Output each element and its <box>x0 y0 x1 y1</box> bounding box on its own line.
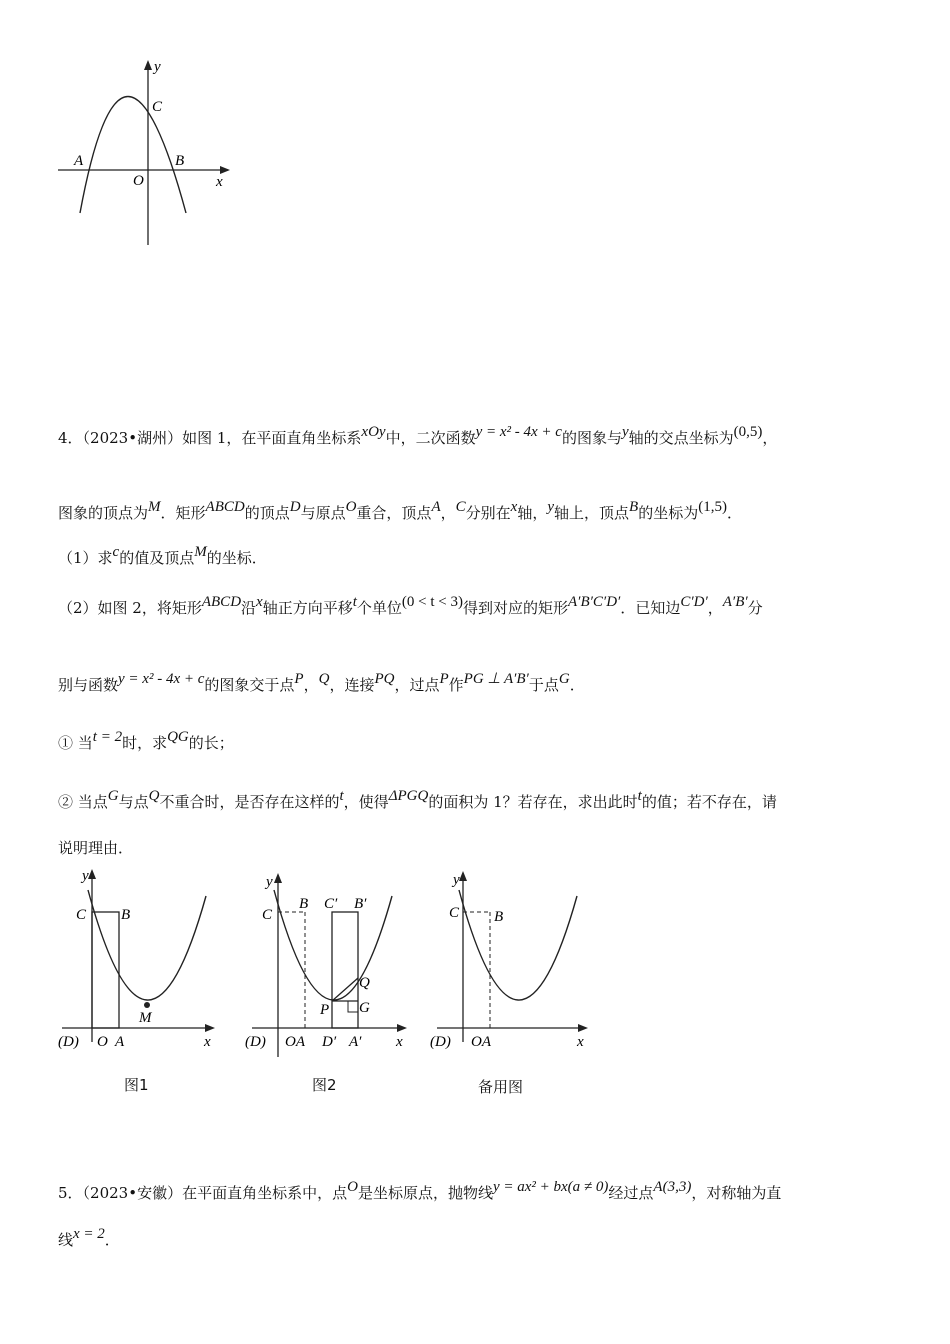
parabola-curve <box>88 890 206 1000</box>
text: 经过点 <box>608 1184 654 1202</box>
text: （1）求 <box>58 549 113 567</box>
math-O: O <box>347 1179 358 1195</box>
label-x: x <box>396 1034 403 1050</box>
text: 于点 <box>528 676 559 694</box>
math-eq: x = 2 <box>73 1226 105 1242</box>
text: ② 当点 <box>58 793 108 811</box>
text: 不重合时，是否存在这样的 <box>159 793 340 811</box>
figure-3-caption: 备用图 <box>478 1078 524 1096</box>
label-x: x <box>577 1034 584 1050</box>
text: 的图象与 <box>561 429 622 447</box>
math-ABCD: ABCD <box>205 499 245 515</box>
label-C-prime: C′ <box>324 896 338 912</box>
label-D: (D) <box>58 1034 79 1050</box>
q5-number: 5． <box>58 1184 83 1202</box>
q5-line-1 <box>58 1179 782 1204</box>
y-axis-arrow-icon <box>144 60 152 70</box>
math-point: (1,5) <box>698 499 727 515</box>
math-y: y <box>621 424 629 440</box>
math-AB: A′B′ <box>722 594 748 610</box>
text: ． <box>569 676 585 694</box>
text: 重合，顶点 <box>356 504 432 522</box>
label-Q: Q <box>359 975 370 991</box>
math-A: A <box>431 499 441 515</box>
label-y: y <box>453 872 460 888</box>
x-axis-arrow-icon <box>220 166 230 174</box>
figure-1-caption: 图1 <box>124 1076 149 1094</box>
text: 轴， <box>517 504 548 522</box>
top-parabola-figure <box>50 55 240 255</box>
text: 轴正方向平移 <box>262 599 353 617</box>
text: 与点 <box>118 793 149 811</box>
text: 得到对应的矩形 <box>463 599 569 617</box>
q4-line-1 <box>58 424 778 449</box>
figure-2-caption: 图2 <box>312 1076 337 1094</box>
label-G: G <box>359 1000 370 1016</box>
math-QG: QG <box>167 729 189 745</box>
math-G: G <box>558 671 570 687</box>
text: 轴上，顶点 <box>554 504 630 522</box>
q4-line-8 <box>58 838 133 858</box>
math-coord: xOy <box>361 424 386 440</box>
text: 分 <box>747 599 763 617</box>
text: 中，二次函数 <box>385 429 476 447</box>
math-Q: Q <box>318 671 330 687</box>
right-angle-mark <box>348 1001 358 1012</box>
text: 的值；若不存在，请 <box>641 793 777 811</box>
figure-1 <box>52 862 232 1062</box>
label-B: B <box>175 153 185 169</box>
math-PQ: PQ <box>374 671 395 687</box>
text: 的值及顶点 <box>119 549 195 567</box>
label-B-prime: B′ <box>354 896 367 912</box>
text: 个单位 <box>356 599 402 617</box>
math-M: M <box>148 499 161 515</box>
math-func: y = ax² + bx(a ≠ 0) <box>492 1179 609 1195</box>
x-axis-arrow-icon <box>397 1024 407 1032</box>
text: （2）如图 2，将矩形 <box>58 599 202 617</box>
math-triangle: ΔPGQ <box>388 788 429 804</box>
math-point: (0,5) <box>733 424 763 440</box>
text: ．矩形 <box>160 504 206 522</box>
math-B: B <box>629 499 639 515</box>
text: ，使得 <box>343 793 389 811</box>
label-D: (D) <box>430 1034 451 1050</box>
text: ，过点 <box>394 676 440 694</box>
y-axis-arrow-icon <box>274 873 282 883</box>
text: ． <box>104 1231 120 1249</box>
math-Q: Q <box>148 788 160 804</box>
label-A: A <box>74 153 84 169</box>
label-C: C <box>449 905 460 921</box>
q5-line-2 <box>58 1226 120 1251</box>
label-x: x <box>204 1034 211 1050</box>
text: 是坐标原点，抛物线 <box>357 1184 493 1202</box>
y-axis-arrow-icon <box>459 871 467 881</box>
text: ， <box>440 504 456 522</box>
text: 的长； <box>188 734 234 752</box>
label-D: (D) <box>245 1034 266 1050</box>
text: 如图 1，在平面直角坐标系 <box>182 429 362 447</box>
label-M: M <box>139 1010 152 1026</box>
label-B: B <box>299 896 309 912</box>
label-OA: OA <box>471 1034 491 1050</box>
q4-source: （2023•湖州） <box>82 429 183 447</box>
label-B: B <box>494 909 504 925</box>
q4-line-2 <box>58 499 742 524</box>
text: 的顶点 <box>244 504 290 522</box>
math-P: P <box>439 671 449 687</box>
q4-line-3 <box>58 544 267 569</box>
math-M: M <box>194 544 207 560</box>
math-t: t <box>352 594 357 610</box>
math-CD: C′D′ <box>680 594 708 610</box>
figure-2 <box>242 862 422 1062</box>
segment-PQ <box>332 978 358 1001</box>
q4-line-7 <box>58 788 777 813</box>
label-D-prime: D′ <box>322 1034 337 1050</box>
text: ，连接 <box>329 676 375 694</box>
parabola-curve <box>80 97 186 214</box>
text: ． <box>726 504 742 522</box>
label-C: C <box>76 907 87 923</box>
math-func: y = x² - 4x + c <box>118 671 205 687</box>
text: 的坐标． <box>206 549 267 567</box>
y-axis-arrow-icon <box>88 869 96 879</box>
figure-3 <box>427 862 602 1062</box>
math-t: t <box>339 788 344 804</box>
math-cond: t = 2 <box>92 729 123 745</box>
math-D: D <box>289 499 301 515</box>
q4-line-5 <box>58 671 585 696</box>
label-x: x <box>216 174 223 190</box>
vertex-point <box>144 1002 150 1008</box>
text: 的面积为 1？若存在，求出此时 <box>428 793 638 811</box>
text: 别与函数 <box>58 676 119 694</box>
math-c: c <box>112 544 120 560</box>
text: ， <box>707 599 723 617</box>
math-rect: A′B′C′D′ <box>568 594 621 610</box>
label-C: C <box>262 907 273 923</box>
x-axis-arrow-icon <box>205 1024 215 1032</box>
math-O: O <box>345 499 357 515</box>
text: 的图象交于点 <box>204 676 295 694</box>
q4-line-6 <box>58 729 234 754</box>
math-G: G <box>107 788 119 804</box>
text: 的坐标为 <box>638 504 699 522</box>
math-ABCD: ABCD <box>201 594 242 610</box>
math-t: t <box>637 788 642 804</box>
text: 沿 <box>241 599 257 617</box>
label-O: O <box>97 1034 108 1050</box>
math-point-A: A(3,3) <box>653 1179 692 1195</box>
text: 与原点 <box>300 504 346 522</box>
math-C: C <box>455 499 466 515</box>
text: 分别在 <box>465 504 511 522</box>
rectangle-ABCD <box>92 912 119 1028</box>
label-P: P <box>320 1002 330 1018</box>
label-A-prime: A′ <box>349 1034 362 1050</box>
label-O: O <box>133 173 144 189</box>
label-A: A <box>115 1034 125 1050</box>
label-y: y <box>154 59 161 75</box>
x-axis-arrow-icon <box>578 1024 588 1032</box>
math-func: y = x² - 4x + c <box>475 424 562 440</box>
parabola-curve <box>459 890 577 1000</box>
text: 作 <box>448 676 464 694</box>
q4-line-4 <box>58 594 763 619</box>
math-y: y <box>547 499 555 515</box>
text: 轴的交点坐标为 <box>628 429 734 447</box>
math-x: x <box>510 499 518 515</box>
math-range: (0 < t < 3) <box>401 594 463 610</box>
text: ， <box>762 429 778 447</box>
text: 时，求 <box>122 734 168 752</box>
q5-source: （2023•安徽） <box>82 1184 183 1202</box>
q4-number: 4． <box>58 429 83 447</box>
label-y: y <box>266 874 273 890</box>
label-y: y <box>82 868 89 884</box>
label-B: B <box>121 907 131 923</box>
text: 在平面直角坐标系中，点 <box>182 1184 348 1202</box>
rectangle-translated <box>332 912 358 1028</box>
text: ．已知边 <box>620 599 681 617</box>
math-x: x <box>256 594 263 610</box>
text: 线 <box>58 1231 74 1249</box>
math-perp: PG ⊥ A′B′ <box>463 671 529 687</box>
label-C: C <box>152 99 163 115</box>
math-P: P <box>294 671 304 687</box>
text: 图象的顶点为 <box>58 504 149 522</box>
label-OA: OA <box>285 1034 305 1050</box>
text: ① 当 <box>58 734 93 752</box>
text: ， <box>303 676 319 694</box>
text: 说明理由． <box>58 839 134 857</box>
text: ，对称轴为直 <box>691 1184 782 1202</box>
